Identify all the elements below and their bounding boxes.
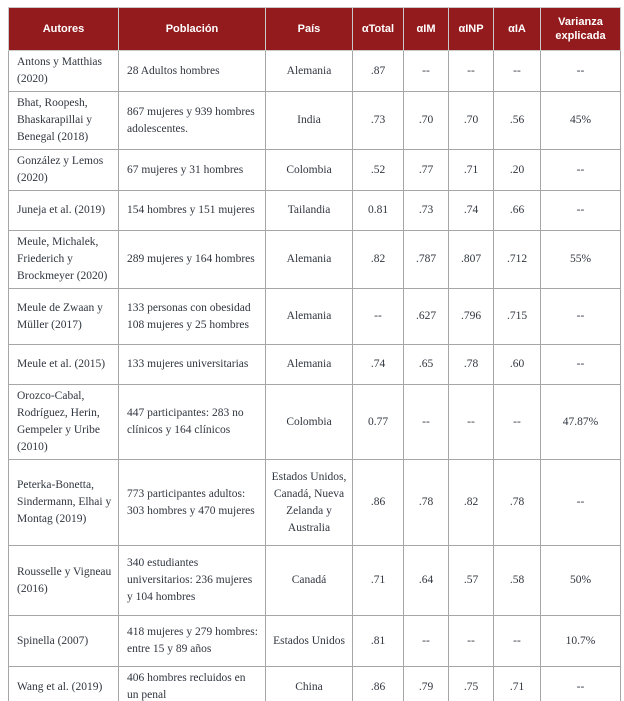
cell-autores: Wang et al. (2019) — [9, 667, 119, 701]
cell-alpha-im: -- — [404, 51, 449, 92]
cell-varianza: -- — [541, 460, 621, 546]
cell-alpha-total: .87 — [353, 51, 404, 92]
col-header-pais: País — [266, 8, 353, 51]
table-row — [9, 345, 621, 385]
cell-alpha-inp: .71 — [449, 150, 494, 191]
cell-alpha-im: -- — [404, 385, 449, 460]
cell-alpha-ia: .56 — [494, 92, 541, 150]
cell-pais: Alemania — [266, 51, 353, 92]
cell-alpha-ia: -- — [494, 385, 541, 460]
table-row — [9, 667, 621, 701]
cell-varianza: -- — [541, 345, 621, 385]
table-row — [9, 231, 621, 289]
cell-alpha-ia: -- — [494, 616, 541, 667]
cell-poblacion: 133 mujeres universitarias — [119, 345, 266, 385]
cell-alpha-im: .70 — [404, 92, 449, 150]
cell-alpha-im: .73 — [404, 191, 449, 231]
table-row — [9, 385, 621, 460]
cell-alpha-total: -- — [353, 289, 404, 345]
cell-alpha-im: .787 — [404, 231, 449, 289]
cell-poblacion: 133 personas con obesidad 108 mujeres y 25 hombres — [119, 289, 266, 345]
col-header-alpha-ia: αIA — [494, 8, 541, 51]
cell-pais: Canadá — [266, 546, 353, 616]
cell-autores: Rousselle y Vigneau (2016) — [9, 546, 119, 616]
cell-pais: India — [266, 92, 353, 150]
cell-autores: Spinella (2007) — [9, 616, 119, 667]
cell-varianza: 47.87% — [541, 385, 621, 460]
cell-varianza: -- — [541, 51, 621, 92]
cell-alpha-total: .52 — [353, 150, 404, 191]
cell-alpha-inp: .70 — [449, 92, 494, 150]
cell-alpha-inp: .57 — [449, 546, 494, 616]
cell-varianza: 50% — [541, 546, 621, 616]
cell-pais: Alemania — [266, 231, 353, 289]
cell-alpha-total: .81 — [353, 616, 404, 667]
cell-alpha-ia: .20 — [494, 150, 541, 191]
cell-alpha-inp: -- — [449, 51, 494, 92]
cell-varianza: -- — [541, 191, 621, 231]
cell-alpha-im: .65 — [404, 345, 449, 385]
cell-poblacion: 418 mujeres y 279 hombres: entre 15 y 89 años — [119, 616, 266, 667]
reliability-table — [8, 7, 621, 701]
col-header-alpha-im: αIM — [404, 8, 449, 51]
cell-autores: Antons y Matthias (2020) — [9, 51, 119, 92]
cell-alpha-inp: .807 — [449, 231, 494, 289]
col-header-autores: Autores — [9, 8, 119, 51]
table-row — [9, 191, 621, 231]
cell-poblacion: 406 hombres recluidos en un penal — [119, 667, 266, 701]
col-header-alpha-total: αTotal — [353, 8, 404, 51]
cell-alpha-inp: .74 — [449, 191, 494, 231]
cell-alpha-im: .79 — [404, 667, 449, 701]
cell-varianza: -- — [541, 667, 621, 701]
cell-autores: Juneja et al. (2019) — [9, 191, 119, 231]
table-row — [9, 546, 621, 616]
cell-autores: Meule de Zwaan y Müller (2017) — [9, 289, 119, 345]
cell-alpha-inp: .75 — [449, 667, 494, 701]
cell-alpha-inp: .796 — [449, 289, 494, 345]
cell-alpha-total: .86 — [353, 460, 404, 546]
cell-varianza: 55% — [541, 231, 621, 289]
cell-autores: Meule, Michalek, Friederich y Brockmeyer (2020) — [9, 231, 119, 289]
cell-varianza: -- — [541, 150, 621, 191]
cell-alpha-ia: .66 — [494, 191, 541, 231]
table-row — [9, 289, 621, 345]
table-row — [9, 460, 621, 546]
cell-alpha-im: .78 — [404, 460, 449, 546]
cell-alpha-inp: .78 — [449, 345, 494, 385]
cell-pais: Colombia — [266, 150, 353, 191]
cell-alpha-im: .77 — [404, 150, 449, 191]
cell-pais: Colombia — [266, 385, 353, 460]
cell-pais: China — [266, 667, 353, 701]
cell-alpha-ia: .78 — [494, 460, 541, 546]
cell-poblacion: 340 estudiantes universitarios: 236 mujeres y 104 hombres — [119, 546, 266, 616]
cell-alpha-ia: .58 — [494, 546, 541, 616]
cell-alpha-ia: .71 — [494, 667, 541, 701]
cell-alpha-inp: -- — [449, 385, 494, 460]
cell-alpha-im: .64 — [404, 546, 449, 616]
table-row — [9, 616, 621, 667]
cell-poblacion: 289 mujeres y 164 hombres — [119, 231, 266, 289]
cell-pais: Alemania — [266, 289, 353, 345]
cell-alpha-total: 0.77 — [353, 385, 404, 460]
header-row — [9, 8, 621, 51]
cell-alpha-total: 0.81 — [353, 191, 404, 231]
cell-autores: Peterka-Bonetta, Sindermann, Elhai y Montag (2019) — [9, 460, 119, 546]
cell-varianza: 45% — [541, 92, 621, 150]
cell-poblacion: 447 participantes: 283 no clínicos y 164 clínicos — [119, 385, 266, 460]
col-header-alpha-inp: αINP — [449, 8, 494, 51]
col-header-poblacion: Población — [119, 8, 266, 51]
cell-alpha-total: .73 — [353, 92, 404, 150]
cell-alpha-ia: .60 — [494, 345, 541, 385]
cell-poblacion: 867 mujeres y 939 hombres adolescentes. — [119, 92, 266, 150]
table-row — [9, 92, 621, 150]
cell-varianza: 10.7% — [541, 616, 621, 667]
cell-poblacion: 154 hombres y 151 mujeres — [119, 191, 266, 231]
cell-alpha-im: -- — [404, 616, 449, 667]
cell-alpha-total: .86 — [353, 667, 404, 701]
table-row — [9, 51, 621, 92]
cell-alpha-im: .627 — [404, 289, 449, 345]
cell-pais: Tailandia — [266, 191, 353, 231]
cell-alpha-total: .82 — [353, 231, 404, 289]
cell-poblacion: 67 mujeres y 31 hombres — [119, 150, 266, 191]
cell-varianza: -- — [541, 289, 621, 345]
cell-alpha-total: .74 — [353, 345, 404, 385]
cell-pais: Estados Unidos — [266, 616, 353, 667]
cell-autores: Bhat, Roopesh, Bhaskarapillai y Benegal (2018) — [9, 92, 119, 150]
cell-alpha-total: .71 — [353, 546, 404, 616]
cell-alpha-ia: .712 — [494, 231, 541, 289]
table-row — [9, 150, 621, 191]
cell-alpha-ia: -- — [494, 51, 541, 92]
cell-autores: González y Lemos (2020) — [9, 150, 119, 191]
cell-autores: Orozco-Cabal, Rodríguez, Herin, Gempeler y Uribe (2010) — [9, 385, 119, 460]
cell-alpha-inp: .82 — [449, 460, 494, 546]
cell-autores: Meule et al. (2015) — [9, 345, 119, 385]
cell-poblacion: 773 participantes adultos: 303 hombres y 470 mujeres — [119, 460, 266, 546]
cell-alpha-inp: -- — [449, 616, 494, 667]
cell-poblacion: 28 Adultos hombres — [119, 51, 266, 92]
cell-pais: Estados Unidos, Canadá, Nueva Zelanda y Australia — [266, 460, 353, 546]
col-header-varianza: Varianza explicada — [541, 8, 621, 51]
cell-pais: Alemania — [266, 345, 353, 385]
cell-alpha-ia: .715 — [494, 289, 541, 345]
